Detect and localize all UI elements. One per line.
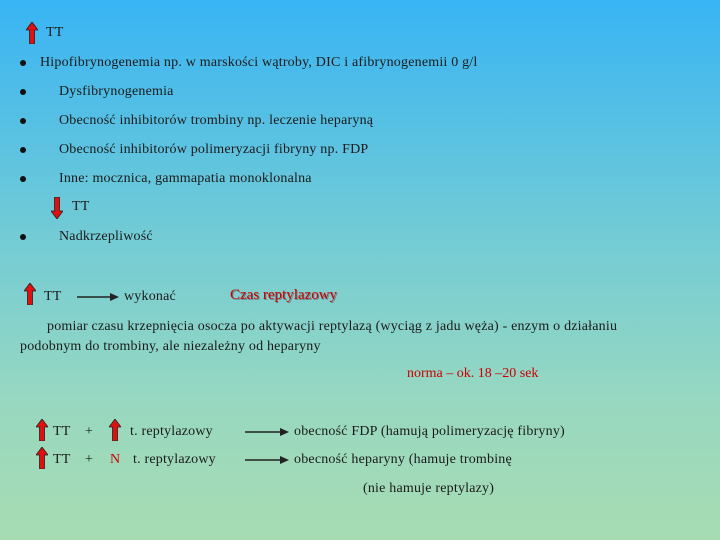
description-paragraph: pomiar czasu krzepnięcia osocza po aktywacji reptylazą (wyciąg z jadu węża) - enzym o działaniu podobnym do trombiny, ale niezależny od heparyny	[20, 319, 618, 354]
bullet-item: Obecność inhibitorów polimeryzacji fibryny np. FDP	[59, 142, 369, 157]
increase-arrow-icon	[26, 22, 38, 44]
row-tt: TT	[53, 452, 71, 467]
row-outcome: obecność FDP (hamują polimeryzację fibryny)	[294, 424, 565, 439]
row-plus: +	[85, 452, 94, 467]
increase-arrow-icon	[36, 447, 48, 469]
down-tt: TT	[72, 199, 90, 214]
footnote: (nie hamuje reptylazy)	[363, 481, 495, 496]
flow-result: Czas reptylazowy	[230, 287, 338, 303]
bullet-dot	[20, 147, 26, 153]
bullet-dot	[20, 89, 26, 95]
increase-arrow-icon	[109, 419, 121, 441]
bullet-dot	[20, 60, 26, 66]
row-outcome: obecność heparyny (hamuje trombinę	[294, 452, 512, 467]
decrease-arrow-icon	[51, 197, 63, 219]
flow-action: wykonać	[124, 289, 176, 304]
bullet-dot	[20, 176, 26, 182]
row-tt: TT	[53, 424, 71, 439]
increase-arrow-icon	[24, 283, 36, 305]
bullet-item: Dysfibrynogenemia	[59, 84, 174, 99]
bullet-item: Inne: mocznica, gammapatia monoklonalna	[59, 171, 312, 186]
header-tt: TT	[46, 25, 64, 40]
row-normal-marker: N	[110, 452, 121, 467]
increase-arrow-icon	[36, 419, 48, 441]
row-test: t. reptylazowy	[133, 452, 216, 467]
norm-value: norma – ok. 18 –20 sek	[407, 366, 539, 381]
bullet-item: Hipofibrynogenemia np. w marskości wątroby, DIC i afibrynogenemii 0 g/l	[40, 55, 478, 70]
row-plus: +	[85, 424, 94, 439]
flow-tt: TT	[44, 289, 62, 304]
bullet-item: Obecność inhibitorów trombiny np. leczenie heparyną	[59, 113, 374, 128]
right-arrow-icon	[77, 291, 119, 303]
bullet-dot	[20, 118, 26, 124]
right-arrow-icon	[245, 454, 289, 466]
bullet-dot	[20, 234, 26, 240]
row-test: t. reptylazowy	[130, 424, 213, 439]
right-arrow-icon	[245, 426, 289, 438]
bullet-item: Nadkrzepliwość	[59, 229, 153, 244]
